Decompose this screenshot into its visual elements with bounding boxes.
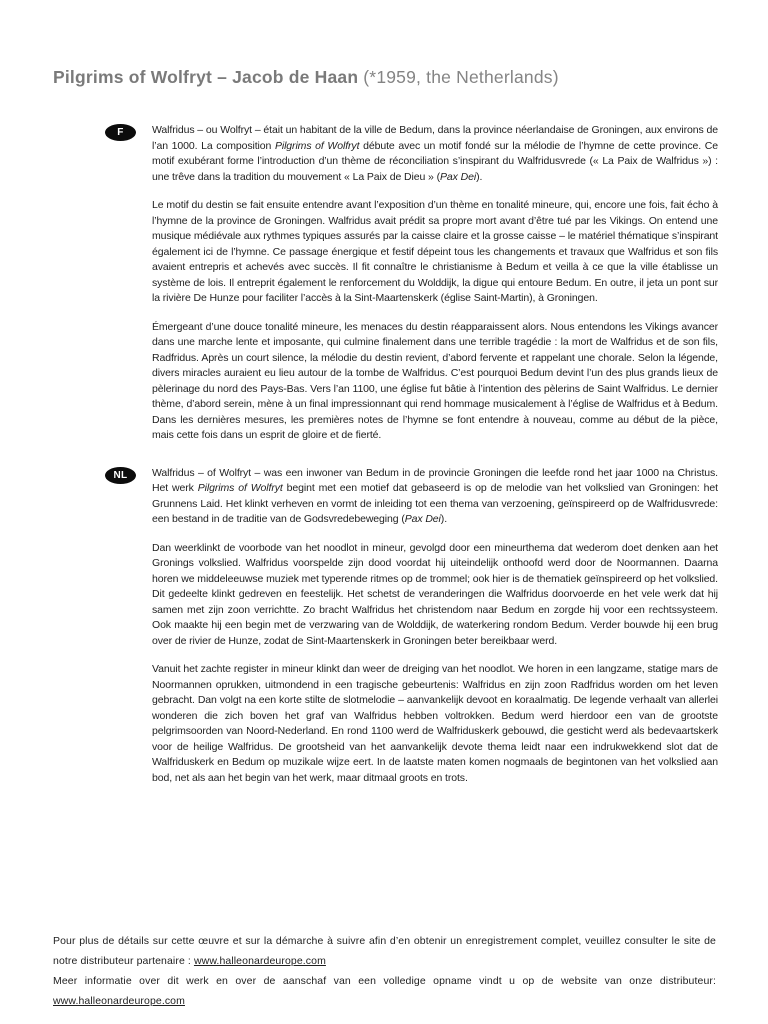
distributor-link-dutch[interactable]: www.halleonardeurope.com: [53, 995, 185, 1007]
title-composer-details: (*1959, the Netherlands): [358, 66, 559, 87]
program-notes: [105, 123, 718, 786]
paragraph: Émergeant d’une douce tonalité mineure, les menaces du destin réapparaissent alors. Nous entendons les Vikings avancer dans une marche lente et imposante, qui culmine finalement dans une terrible tragédie : la mort de Walfridus et de son fils, Radfridus. Après un court silence, la mélodie du destin revient, d’abord fervente et rappelant une chorale. Selon la légende, divers miracles auraient eu lieu autour de la tombe de Walfridus. C’est pourquoi Bedum devint l’un des plus grands lieux de pèlerinage du nord des Pays-Bas. Vers l’an 1100, une église fut bâtie à l’intention des pèlerins de Saint Walfridus. Le dernier thème, d’abord serein, mène à un final impressionnant qui rend hommage musicalement à l’église de Walfridus et à Bedum. Dans les dernières mesures, les premières notes de l’hymne se font entendre à nouveau, comme au début de la pièce, mais cette fois dans un esprit de gloire et de fierté.: [152, 320, 718, 441]
badge-column: [105, 466, 152, 787]
paragraph: Le motif du destin se fait ensuite entendre avant l’exposition d’un thème en tonalité mineure, qui, encore une fois, fait écho à l’hymne de la province de Groningen. Walfridus avait prédit sa propre mort avant d’être tué par les Vikings. On entend une musique médiévale aux rythmes typiques assurés par la caisse claire et la grosse caisse – le matériel thématique s’inspirant également ici de l’hymne. Ce passage énergique et festif dépeint tous les changements et travaux que Walfridus et son fils avaient entrepris et achevés avec succès. Il fit connaître le christianisme à Bedum et veilla à ce que la ville établisse un système de lois. Il entreprit également le renforcement du Wolddijk, la digue qui entoure Bedum. En outre, il jeta un pont sur la rivière De Hunze pour faciliter l’accès à la Sint-Maartenskerk (église Saint-Martin), à Groningen.: [152, 199, 718, 304]
language-badge-dutch: NL: [105, 467, 136, 484]
language-badge-french: F: [105, 124, 136, 141]
paragraph: Vanuit het zachte register in mineur klinkt dan weer de dreiging van het noodlot. We horen in een langzame, statige mars de Noormannen oprukken, uitmondend in een tragische gebeurtenis: Walfridus en zijn zoon Radfridus worden om het leven gebracht. Dan volgt na een korte stilte de slotmelodie – aanvankelijk devoot en koraalmatig. De legende verhaalt van allerlei wonderen die zich boven het graf van Walfridus hebben voltrokken. Bedum werd hierdoor een van de grootste pelgrimsoorden van Noord-Nederland. En rond 1100 werd de Walfriduskerk gebouwd, die gesticht werd als bedevaartskerk voor de heilige Walfridus. De grootsheid van het aanvankelijk devote thema leidt naar een indrukwekkend slot dat de Walfriduskerk en Bedum op muzikale wijze eert. In de laatste maten komen nogmaals de begintonen van het volkslied aan bod, net als aan het begin van het werk, maar ditmaal groots en trots.: [152, 663, 718, 784]
paragraph: Walfridus – ou Wolfryt – était un habitant de la ville de Bedum, dans la province néerlandaise de Groningen, aux environs de l’an 1000. La composition Pilgrims of Wolfryt débute avec un motif fondé sur la mélodie de l’hymne de cette province. Ce motif exubérant forme l’introduction d’un thème de réconciliation s’inspirant du Walfridusvrede (« La Paix de Walfridus ») : une trêve dans la tradition du mouvement « La Paix de Dieu » (Pax Dei).: [152, 124, 718, 183]
italic-text: Pilgrims of Wolfryt: [197, 482, 283, 494]
badge-column: [105, 123, 152, 444]
italic-text: Pax Dei: [439, 170, 477, 183]
paragraph: Dan weerklinkt de voorbode van het noodlot in mineur, gevolgd door een mineurthema dat wederom doet denken aan het Gronings volkslied. Walfridus voorspelde zijn dood voordat hij uiteindelijk onthoofd werd door de Noormannen. Daarna horen we middeleeuwse muziek met typerende ritmes op de trommel; ook hier is de thematiek geïnspireerd op het volkslied. Dit gedeelte klinkt gedreven en feestelijk. Het schetst de veranderingen die Walfridus doorvoerde en het vele werk dat hij samen met zijn zoon verrichtte. Zo bracht Walfridus het christendom naar Bedum en zorgde hij voor een rechtssysteem. Ook maakte hij een begin met de verzwaring van de Wolddijk, de waterkering rondom Bedum. Verder bouwde hij een brug over de rivier de Hunze, zodat de Sint-Maartenskerk in Groningen beter bereikbaar werd.: [152, 541, 718, 647]
paragraph: Walfridus – of Wolfryt – was een inwoner van Bedum in de provincie Groningen die leefde rond het jaar 1000 na Christus. Het werk Pilgrims of Wolfryt begint met een motief dat gebaseerd is op de melodie van het volkslied van Groningen: het Grunnens Laid. Het klinkt verheven en vormt de inleiding tot een thema van verzoening, geïnspireerd op de Walfridusvrede: een bestand in de traditie van de Godsvredebeweging (Pax Dei).: [152, 466, 718, 525]
section-paragraphs-dutch: [152, 466, 718, 787]
italic-text: Pilgrims of Wolfryt: [274, 139, 360, 152]
footer-text-dutch: Meer informatie over dit werk en over de aanschaf van een volledige opname vindt u op de website van onze distributeur:: [53, 975, 716, 987]
footer-text-french: Pour plus de détails sur cette œuvre et sur la démarche à suivre afin d’en obtenir un enregistrement complet, veuillez consulter le site de notre distributeur partenaire :: [53, 935, 716, 967]
distributor-link-french[interactable]: www.halleonardeurope.com: [193, 955, 326, 967]
footer-note-french: [53, 931, 716, 971]
section-paragraphs-french: [152, 123, 718, 444]
footer-note-dutch: [53, 971, 716, 1011]
section-french: [105, 123, 718, 444]
section-dutch: [105, 466, 718, 787]
page-footer: [53, 931, 716, 1011]
italic-text: Pax Dei: [404, 513, 441, 525]
page-title: [53, 67, 559, 88]
title-work-composer: Pilgrims of Wolfryt – Jacob de Haan: [53, 66, 359, 87]
